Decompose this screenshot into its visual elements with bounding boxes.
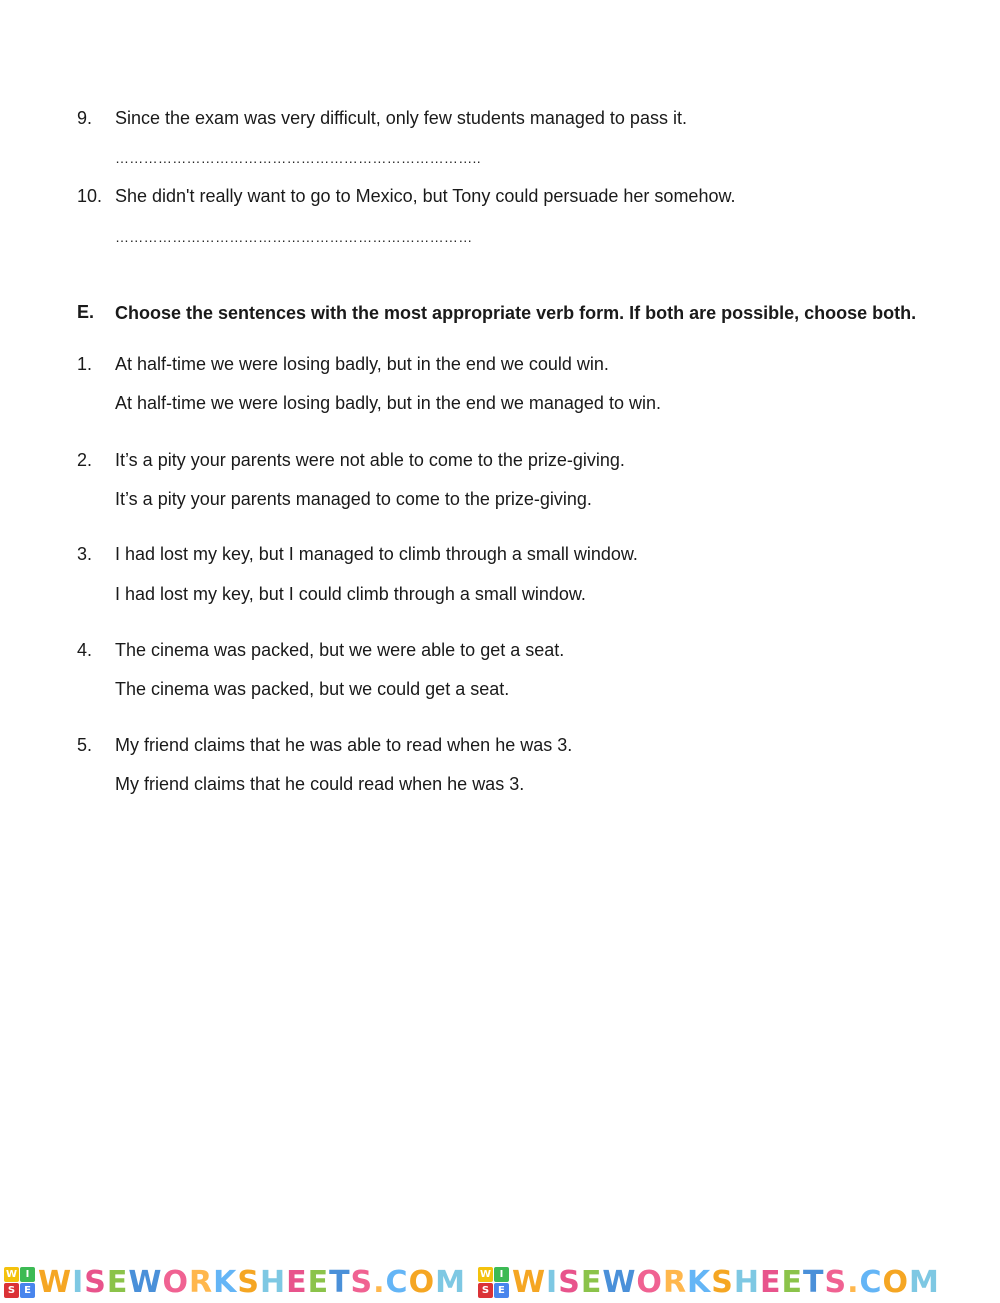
section-letter: E. (77, 302, 95, 322)
item-number: 2. (77, 450, 93, 470)
item-number: 10. (77, 186, 103, 206)
option-b[interactable]: I had lost my key, but I could climb through a small window. (115, 584, 586, 604)
footer-logo-strip (0, 1262, 1000, 1303)
answer-line[interactable]: ………………………………………………………………… (115, 229, 473, 245)
option-a[interactable]: At half-time we were losing badly, but in the end we could win. (115, 354, 609, 374)
option-a[interactable]: I had lost my key, but I managed to climb through a small window. (115, 544, 638, 564)
item-sentence: Since the exam was very difficult, only few students managed to pass it. (115, 108, 687, 128)
item-number: 5. (77, 735, 93, 755)
option-b[interactable]: At half-time we were losing badly, but in the end we managed to win. (115, 393, 661, 413)
option-a[interactable]: It’s a pity your parents were not able to come to the prize-giving. (115, 450, 625, 470)
option-b[interactable]: It’s a pity your parents managed to come to the prize-giving. (115, 489, 592, 509)
item-number: 4. (77, 640, 93, 660)
logo-wordmark: WISEWORKSHEETS.COM (511, 1265, 940, 1300)
item-number: 1. (77, 354, 93, 374)
logo-wordmark: WISEWORKSHEETS.COM (38, 1265, 466, 1300)
option-b[interactable]: My friend claims that he could read when he was 3. (115, 774, 525, 794)
item-sentence: She didn't really want to go to Mexico, but Tony could persuade her somehow. (115, 186, 736, 206)
option-a[interactable]: The cinema was packed, but we were able to get a seat. (115, 640, 565, 660)
logo-mark-icon: W I S E (4, 1267, 35, 1298)
option-a[interactable]: My friend claims that he was able to read when he was 3. (115, 735, 573, 755)
item-number: 3. (77, 544, 93, 564)
brand-logo (474, 1262, 940, 1303)
item-number: 9. (77, 108, 93, 128)
section-instruction: Choose the sentences with the most appropriate verb form. If both are possible, choose both. (115, 303, 917, 323)
brand-logo (0, 1262, 466, 1303)
option-b[interactable]: The cinema was packed, but we could get a seat. (115, 679, 510, 699)
answer-line[interactable]: ………………………………………………………………….. (115, 150, 481, 166)
logo-mark-icon: W I S E (478, 1267, 509, 1298)
